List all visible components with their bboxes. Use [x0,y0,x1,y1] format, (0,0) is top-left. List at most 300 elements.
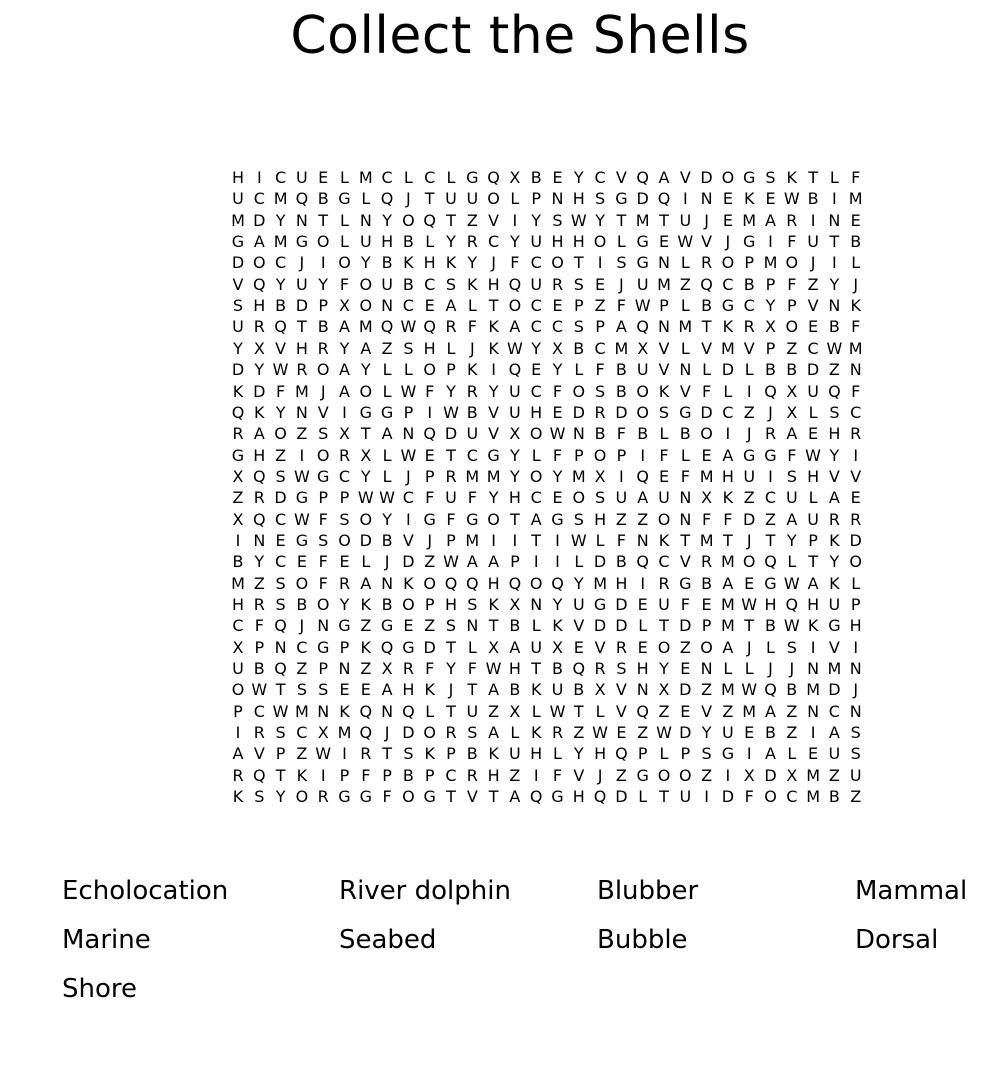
grid-letter: O [657,509,671,529]
grid-letter: L [467,296,477,316]
grid-letter: S [445,274,457,294]
grid-letter: S [232,296,244,316]
grid-letter: P [573,445,584,465]
grid-letter: V [679,381,691,401]
grid-letter: H [572,232,585,252]
grid-letter: N [551,189,564,209]
grid-letter: O [679,765,692,785]
grid-letter: O [551,253,564,273]
grid-letter: R [466,381,478,401]
grid-letter: E [701,445,712,465]
grid-letter: R [232,765,244,785]
grid-letter: N [700,189,713,209]
grid-letter: B [615,552,627,572]
grid-letter: H [530,744,543,764]
grid-letter: K [403,253,414,273]
grid-letter: X [360,445,372,465]
grid-letter: T [765,530,776,550]
grid-letter: H [828,424,841,444]
grid-letter: M [231,210,245,230]
grid-letter: W [400,381,417,401]
grid-letter: O [316,232,330,252]
grid-letter: F [425,659,435,679]
grid-letter: V [317,402,329,422]
grid-letter: B [509,680,521,700]
grid-letter: D [679,723,692,743]
grid-letter: A [530,509,542,529]
grid-letter: B [317,317,329,337]
grid-letter: S [573,274,584,294]
grid-letter: B [765,723,776,743]
grid-letter: W [783,616,800,636]
grid-letter: M [720,680,735,700]
grid-letter: L [382,445,392,465]
grid-letter: W [251,680,268,700]
grid-letter: I [512,210,518,230]
grid-letter: X [765,317,776,337]
grid-letter: Z [424,552,436,572]
grid-letter: V [701,232,713,252]
grid-letter: F [744,787,754,807]
grid-letter: G [466,168,479,187]
grid-letter: E [701,595,712,614]
grid-letter: O [593,445,607,465]
grid-letter: L [553,744,562,764]
grid-letter: I [342,402,347,422]
grid-letter: O [359,296,373,316]
grid-letter: B [637,424,649,444]
grid-letter: P [765,338,776,358]
grid-letter: C [594,338,606,358]
grid-letter: H [721,466,734,486]
grid-letter: M [806,680,820,700]
grid-letter: W [506,338,523,358]
grid-letter: L [425,701,435,721]
grid-letter: C [594,168,606,187]
grid-letter: E [722,210,733,230]
grid-letter: X [786,765,798,785]
grid-letter: A [381,680,393,700]
grid-letter: W [485,659,502,679]
grid-letter: D [593,616,607,636]
grid-letter: G [679,573,692,593]
grid-letter: U [828,595,841,614]
grid-letter: S [701,744,712,764]
grid-letter: L [680,253,690,273]
grid-letter: K [658,530,670,550]
grid-letter: F [552,445,563,465]
grid-letter: A [786,509,798,529]
grid-letter: X [339,424,350,444]
grid-letter: F [467,488,477,508]
grid-letter: S [616,659,627,679]
grid-letter: I [725,424,731,444]
grid-letter: F [552,381,563,401]
grid-letter: L [659,424,669,444]
grid-letter: L [680,445,690,465]
grid-letter: I [235,723,241,743]
grid-letter: N [828,210,841,230]
grid-letter: V [253,744,265,764]
grid-letter: W [805,445,821,465]
grid-letter: L [510,723,520,743]
grid-letter: W [293,466,310,486]
grid-letter: O [636,381,649,401]
grid-letter: X [786,402,798,422]
grid-letter: M [273,189,288,209]
grid-letter: Z [658,701,670,721]
grid-letter: R [658,573,670,593]
grid-letter: T [488,616,499,636]
grid-letter: R [360,744,372,764]
grid-letter: I [853,637,859,657]
grid-letter: K [829,530,840,550]
grid-letter: C [530,296,542,316]
grid-letter: U [722,723,734,743]
grid-letter: A [786,424,798,444]
grid-letter: O [423,360,436,380]
grid-letter: E [296,552,307,572]
grid-letter: L [340,168,349,187]
grid-letter: G [764,573,777,593]
grid-letter: K [339,701,350,721]
grid-letter: R [786,210,798,230]
word-list-item: Bubble [597,925,688,955]
grid-letter: S [296,680,307,700]
grid-letter: K [552,616,563,636]
grid-letter: C [253,189,265,209]
grid-letter: Z [424,616,436,636]
grid-letter: Q [529,787,543,807]
grid-letter: T [467,680,478,700]
grid-letter: L [382,466,392,486]
grid-letter: Z [828,360,840,380]
grid-letter: U [296,274,308,294]
grid-letter: L [766,637,775,657]
grid-letter: L [467,637,477,657]
grid-letter: I [512,530,518,550]
grid-letter: N [679,509,692,529]
grid-letter: G [721,744,735,764]
grid-letter: W [293,509,310,529]
grid-letter: C [551,317,564,337]
grid-letter: R [594,402,606,422]
grid-letter: V [615,168,627,187]
grid-letter: Q [231,402,245,422]
grid-letter: D [274,488,287,508]
grid-letter: V [828,466,840,486]
grid-letter: P [744,253,755,273]
grid-letter: A [232,744,244,764]
grid-letter: B [615,381,627,401]
grid-letter: E [808,317,819,337]
grid-letter: I [491,530,496,550]
grid-letter: Y [275,210,286,230]
grid-letter: R [828,509,840,529]
grid-letter: U [636,360,649,380]
grid-letter: D [828,680,841,700]
grid-letter: U [551,680,564,700]
grid-letter: T [616,210,627,230]
grid-letter: M [294,381,309,401]
grid-letter: T [680,530,691,550]
grid-letter: S [275,466,286,486]
grid-letter: S [318,424,329,444]
grid-letter: X [232,466,244,486]
grid-letter: L [787,744,797,764]
grid-letter: M [273,232,288,252]
grid-letter: P [765,274,776,294]
grid-letter: H [807,466,820,486]
grid-letter: M [720,616,735,636]
grid-letter: V [488,424,500,444]
grid-letter: L [510,189,520,209]
grid-letter: V [232,274,244,294]
grid-letter: M [827,659,842,679]
grid-letter: T [488,787,499,807]
grid-letter: I [320,765,326,785]
grid-letter: W [570,210,587,230]
grid-letter: Q [423,210,436,230]
grid-letter: U [530,637,543,657]
grid-letter: Z [466,210,478,230]
grid-letter: E [552,402,563,422]
grid-letter: M [763,253,778,273]
grid-letter: V [701,338,713,358]
grid-letter: O [359,274,373,294]
grid-letter: Y [446,381,456,401]
word-list [62,872,992,1008]
grid-letter: B [381,530,393,550]
grid-letter: E [595,274,606,294]
grid-letter: T [573,253,584,273]
grid-letter: S [616,253,627,273]
grid-letter: R [253,317,265,337]
grid-letter: Q [508,360,522,380]
grid-letter: V [275,338,287,358]
grid-letter: P [637,744,648,764]
grid-letter: S [786,637,797,657]
grid-letter: F [361,765,371,785]
grid-letter: I [768,466,773,486]
word-list-item: River dolphin [339,876,511,906]
grid-letter: Q [274,317,287,337]
grid-letter: K [424,744,435,764]
grid-letter: Z [296,744,308,764]
grid-letter: C [275,168,287,187]
grid-letter: Z [488,701,500,721]
grid-letter: U [807,232,819,252]
grid-letter: A [722,573,734,593]
grid-letter: Y [339,595,350,614]
grid-letter: C [424,168,436,187]
grid-letter: Y [488,488,499,508]
grid-letter: B [275,296,287,316]
grid-letter: Q [764,680,777,700]
grid-letter: O [849,552,862,572]
grid-letter: Q [423,317,436,337]
grid-letter: E [850,210,861,230]
grid-letter: A [722,445,734,465]
grid-letter: N [295,402,308,422]
grid-letter: B [232,552,244,572]
word-list-item: Shore [62,974,138,1004]
grid-letter: T [424,189,435,209]
grid-letter: Y [446,659,456,679]
grid-letter: B [786,360,798,380]
grid-letter: B [573,680,585,700]
grid-letter: T [659,616,669,636]
grid-letter: J [384,552,390,572]
grid-letter: O [572,381,586,401]
grid-letter: G [636,253,649,273]
grid-letter: T [318,210,329,230]
grid-letter: O [402,787,415,807]
grid-letter: L [531,616,541,636]
grid-letter: V [573,616,585,636]
grid-letter: D [402,552,415,572]
grid-letter: C [850,402,862,422]
grid-letter: G [295,488,309,508]
grid-letter: T [744,616,755,636]
grid-letter: T [360,424,371,444]
grid-letter: I [810,723,816,743]
grid-letter: D [615,595,628,614]
grid-letter: W [357,488,374,508]
grid-letter: O [721,253,735,273]
grid-letter: Z [850,787,862,807]
grid-letter: G [380,402,394,422]
grid-letter: M [465,530,480,550]
grid-letter: O [423,573,436,593]
grid-letter: C [786,787,798,807]
grid-letter: I [832,189,837,209]
grid-letter: O [593,232,607,252]
grid-letter: I [746,744,752,764]
grid-letter: H [402,680,415,700]
grid-letter: C [488,232,500,252]
grid-letter: I [810,210,816,230]
grid-letter: E [658,232,670,252]
grid-letter: S [467,595,478,614]
grid-letter: L [446,338,456,358]
grid-letter: Y [829,552,840,572]
grid-letter: E [850,488,861,508]
grid-letter: Q [295,189,309,209]
grid-letter: D [423,637,436,657]
grid-letter: P [424,466,435,486]
grid-letter: U [849,765,862,785]
grid-letter: D [764,765,777,785]
grid-letter: Z [296,659,308,679]
grid-letter: C [296,723,308,743]
grid-letter: L [595,530,605,550]
grid-letter: Q [402,701,415,721]
grid-letter: Q [551,573,564,593]
grid-letter: M [294,701,309,721]
grid-letter: C [445,765,457,785]
grid-letter: M [848,338,863,358]
grid-letter: B [765,360,776,380]
grid-letter: R [466,232,478,252]
grid-letter: H [764,595,777,614]
grid-letter: L [446,168,456,187]
grid-letter: P [424,765,435,785]
grid-letter: T [510,509,520,529]
grid-letter: G [338,189,351,209]
grid-letter: G [316,637,330,657]
grid-letter: I [810,637,816,657]
grid-letter: D [444,424,458,444]
grid-letter: N [849,360,862,380]
grid-letter: J [768,402,773,422]
grid-letter: B [402,765,414,785]
grid-letter: B [381,595,393,614]
grid-letter: G [487,445,500,465]
grid-letter: A [615,317,627,337]
grid-letter: G [231,232,245,252]
grid-letter: S [850,723,861,743]
grid-letter: S [275,723,286,743]
grid-letter: P [254,637,265,657]
grid-letter: O [316,445,330,465]
grid-letter: C [275,509,287,529]
grid-letter: O [316,595,330,614]
grid-letter: Y [275,787,286,807]
grid-letter: F [680,466,690,486]
grid-letter: A [637,488,649,508]
grid-letter: I [640,573,646,593]
grid-letter: U [679,210,692,230]
grid-letter: E [339,680,350,700]
grid-letter: L [680,296,690,316]
grid-letter: I [746,381,752,401]
grid-letter: G [593,595,607,614]
grid-letter: X [701,488,713,508]
grid-letter: C [743,296,755,316]
grid-letter: O [359,381,373,401]
grid-letter: F [659,445,669,465]
grid-letter: Z [296,424,308,444]
grid-letter: O [508,296,522,316]
grid-letter: D [700,402,713,422]
grid-letter: O [721,168,735,187]
grid-letter: F [318,509,328,529]
grid-letter: P [446,744,456,764]
grid-letter: U [679,787,692,807]
grid-letter: A [509,637,521,657]
grid-letter: Z [381,338,393,358]
grid-letter: V [594,637,606,657]
grid-letter: K [786,168,798,187]
grid-letter: S [786,466,797,486]
grid-letter: L [382,360,392,380]
grid-letter: U [743,466,756,486]
grid-letter: Z [509,765,521,785]
grid-letter: S [254,787,265,807]
grid-letter: T [829,232,840,252]
grid-letter: M [806,765,820,785]
grid-letter: S [275,595,286,614]
grid-letter: W [741,595,758,614]
grid-letter: J [853,274,859,294]
grid-letter: M [358,168,373,187]
grid-letter: O [657,637,671,657]
grid-letter: U [232,189,244,209]
grid-letter: F [275,381,286,401]
grid-letter: R [764,424,777,444]
grid-letter: I [832,253,837,273]
